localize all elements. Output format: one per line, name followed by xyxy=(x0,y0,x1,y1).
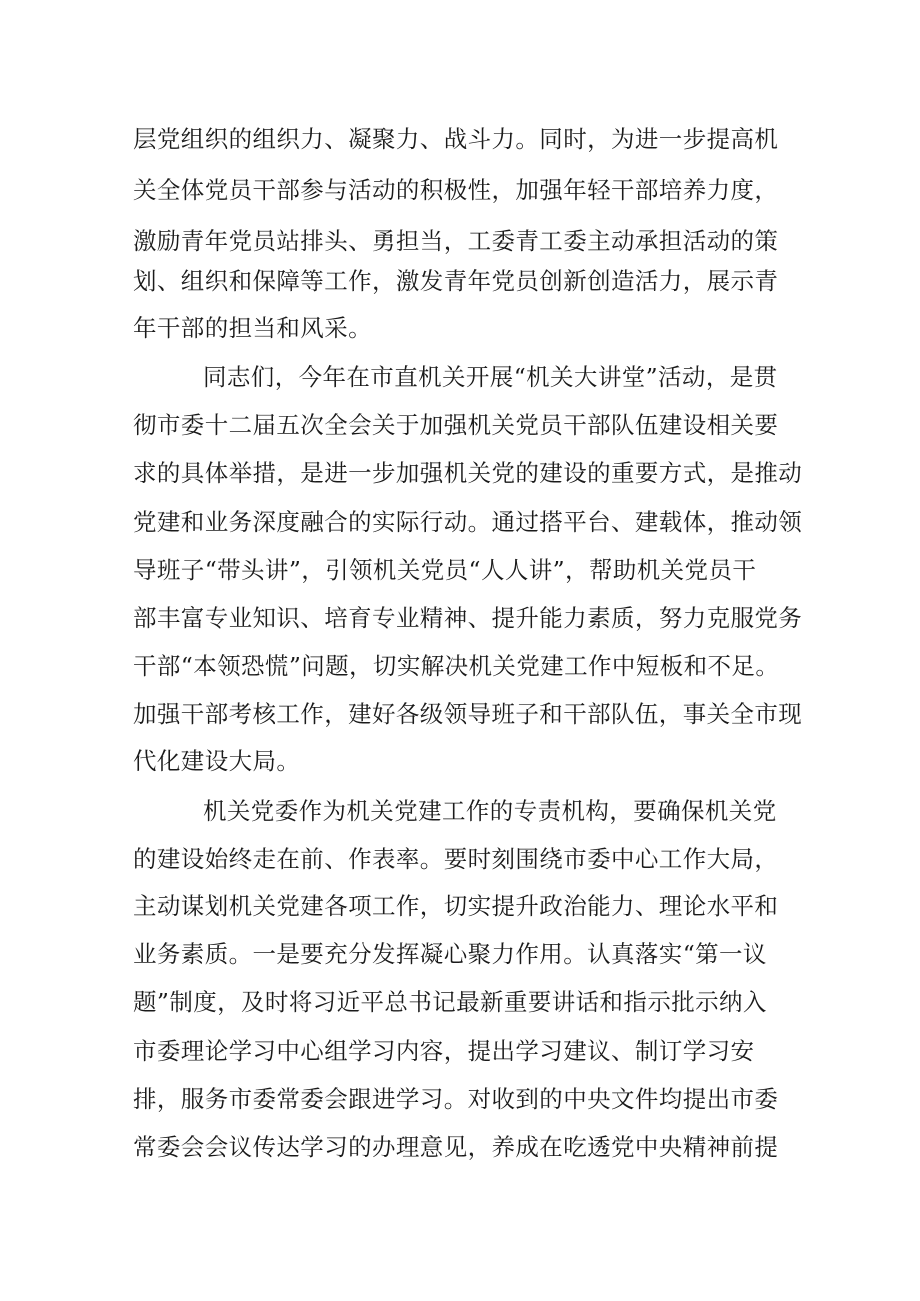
text-line: 常委会会议传达学习的办理意见，养成在吃透党中央精神前提 xyxy=(133,1133,779,1161)
text-line: 业务素质。一是要充分发挥凝心聚力作用。认真落实“第一议 xyxy=(133,940,767,968)
text-line: 划、组织和保障等工作，激发青年党员创新创造活力，展示青 xyxy=(133,267,779,295)
text-line: 党建和业务深度融合的实际行动。通过搭平台、建载体，推动领 xyxy=(133,508,803,536)
text-line: 加强干部考核工作，建好各级领导班子和干部队伍，事关全市现 xyxy=(133,700,803,728)
text-line: 层党组织的组织力、凝聚力、战斗力。同时，为进一步提高机 xyxy=(133,125,779,153)
text-line: 关全体党员干部参与活动的积极性，加强年轻干部培养力度， xyxy=(133,176,779,204)
text-line: 排，服务市委常委会跟进学习。对收到的中央文件均提出市委 xyxy=(133,1085,779,1113)
paragraph-first-line: 同志们，今年在市直机关开展“机关大讲堂”活动，是贯 xyxy=(203,363,778,391)
text-line: 部丰富专业知识、培育专业精神、提升能力素质，努力克服党务 xyxy=(133,604,803,632)
paragraph-first-line: 机关党委作为机关党建工作的专责机构，要确保机关党 xyxy=(203,797,777,825)
text-line: 激励青年党员站排头、勇担当，工委青工委主动承担活动的策 xyxy=(133,227,779,255)
text-line: 主动谋划机关党建各项工作，切实提升政治能力、理论水平和 xyxy=(133,892,779,920)
text-line: 彻市委十二届五次全会关于加强机关党员干部队伍建设相关要 xyxy=(133,411,779,439)
text-line: 代化建设大局。 xyxy=(133,747,301,775)
text-line: 的建设始终走在前、作表率。要时刻围绕市委中心工作大局， xyxy=(133,845,779,873)
text-line: 市委理论学习中心组学习内容，提出学习建议、制订学习安 xyxy=(133,1037,755,1065)
text-line: 年干部的担当和风采。 xyxy=(133,314,372,342)
text-line: 干部“本领恐慌”问题，切实解决机关党建工作中短板和不足。 xyxy=(133,652,780,680)
text-line: 导班子“带头讲”，引领机关党员“人人讲”，帮助机关党员干 xyxy=(133,556,757,584)
text-line: 求的具体举措，是进一步加强机关党的建设的重要方式，是推动 xyxy=(133,459,803,487)
text-line: 题”制度，及时将习近平总书记最新重要讲话和指示批示纳入 xyxy=(133,988,767,1016)
